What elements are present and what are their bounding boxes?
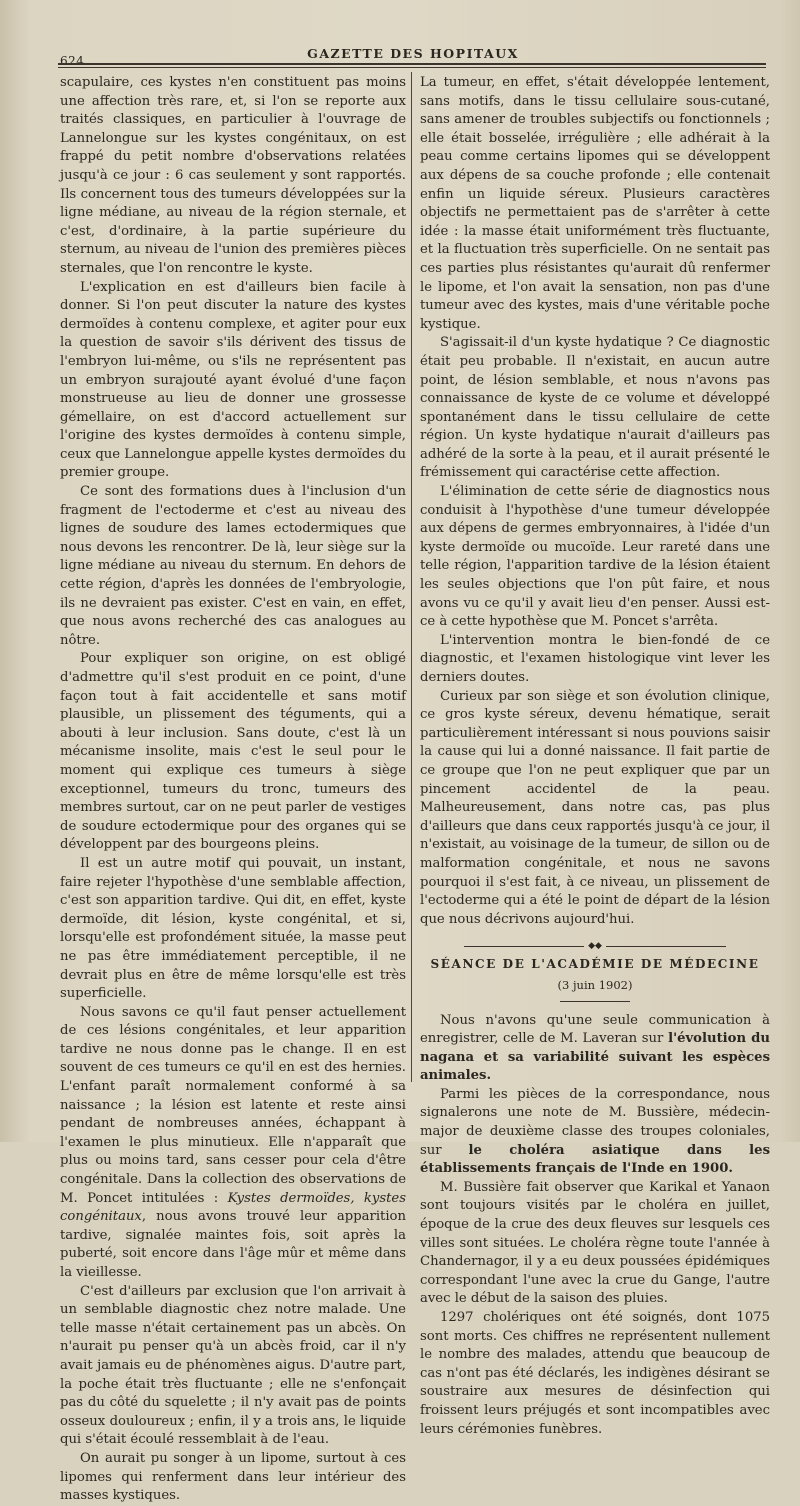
paragraph: scapulaire, ces kystes n'en constituent pas moins une affection très rare, et, si l'on se reporte aux traités classiques, en particulier à l'ouvrage de Lannelongue sur les kystes congénitaux, on est frappé du petit nombre d'observations relatées jusqu'à ce jour : 6 cas seulement y sont rapportés. Ils concernent tous des tumeurs développées sur la ligne médiane, au niveau de la région sternale, et c'est, d'ordinaire, à la partie supérieure du sternum, au niveau de l'union des premières pièces sternales, que l'on rencontre le kyste. [60, 75, 406, 276]
paragraph: La tumeur, en effet, s'était développée lentement, sans motifs, dans le tissu cellulaire sous-cutané, sans amener de troubles subjectifs ou fonctionnels ; elle était bosselée, irrégulière ; elle adhérait à la peau comme certains lipomes qui se développent aux dépens de sa couche profonde ; elle contenait enfin un liquide séreux. Plusieurs caractères objectifs ne permettaient pas de s'arrêter à cette idée : la masse était uniformément très fluctuante, et la fluctuation très superficielle. On ne sentait pas ces parties plus résistantes qu'aurait dû renfermer le lipome, et l'on avait la sensation, non pas d'une tumeur avec des kystes, mais d'une véritable poche kystique. [420, 75, 770, 332]
paragraph: L'intervention montra le bien-fondé de ce diagnostic, et l'examen histologique vint lever les derniers doutes. [420, 632, 770, 685]
paragraph-text: Parmi les pièces de la correspondance, nous signalerons une note de M. Bussière, médecin-major de deuxième classe des troupes coloniales, sur [420, 1086, 770, 1158]
short-rule [560, 1001, 630, 1002]
paragraph: On aurait pu songer à un lipome, surtout à ces lipomes qui renferment dans leur intérieur des masses kystiques. [60, 1450, 406, 1504]
paragraph: S'agissait-il d'un kyste hydatique ? Ce diagnostic était peu probable. Il n'existait, en aucun autre point, de lésion semblable, et nous n'avons pas connaissance de kyste de ce volume et développé spontanément dans le tissu cellulaire de cette région. Un kyste hydatique n'aurait d'ailleurs pas adhéré de la sorte à la peau, et il aurait présenté le frémissement qui caractérise cette affection. [420, 335, 770, 481]
paragraph: Il est un autre motif qui pouvait, un instant, faire rejeter l'hypothèse d'une semblable affection, c'est son apparition tardive. Qui dit, en effet, kyste dermoïde, dit lésion, kyste congénital, et si, lorsqu'elle est profondément située, la masse peut ne pas être immédiatement perceptible, il ne devrait plus en être de même lorsqu'elle est très superficielle. [60, 855, 406, 1002]
paragraph-text: , nous avons trouvé leur apparition tardive, signalée maintes fois, soit après la puberté, soit encore dans l'âge mûr et même dans la vieillesse. [60, 1209, 406, 1280]
journal-title: GAZETTE DES HOPITAUX [307, 46, 519, 61]
ornament-line [606, 946, 726, 947]
paragraph [420, 1086, 770, 1179]
paragraph: 1297 cholériques ont été soignés, dont 1075 sont morts. Ces chiffres ne représentent nullement le nombre des malades, attendu que beaucoup de cas n'ont pas été déclarés, les indigènes désirant se soustraire aux mesures de désinfection qui froissent leurs préjugés et sont incompatibles avec leurs cérémonies funèbres. [420, 1310, 770, 1437]
page-number: 624 [60, 54, 85, 68]
section-title: SÉANCE DE L'ACADÉMIE DE MÉDECINE [430, 957, 760, 972]
paragraph [420, 1012, 770, 1086]
paragraph: Ce sont des formations dues à l'inclusion d'un fragment de l'ectoderme et c'est au niveau des lignes de soudure des lames ectodermiques que nous devons les rencontrer. De là, leur siège sur la ligne médiane au niveau du sternum. En dehors de cette région, d'après les données de l'embryologie, ils ne devraient pas exister. C'est en vain, en effet, que nous avons recherché des cas analogues au nôtre. [60, 484, 406, 648]
section-date: (3 juin 1902) [557, 977, 633, 992]
column-divider [411, 72, 412, 1082]
paragraph [60, 1004, 406, 1283]
paragraph-text: Nous savons ce qu'il faut penser actuellement de ces lésions congénitales, et leur apparition tardive ne nous donne pas le change. Il en est souvent de ces tumeurs ce qu'il en est des hernies. L'enfant paraît normalement conformé à sa naissance ; la lésion est latente et reste ainsi pendant de nombreuses années, échappant à l'examen le plus minutieux. Elle n'apparaît que plus ou moins tard, sans cesser pour cela d'être congénitale. Dans la collection des observations de M. Poncet intitulées : [60, 1004, 406, 1206]
paragraph-text: Nous n'avons qu'une seule communication à enregistrer, celle de M. Laveran sur [420, 1012, 770, 1047]
left-column [60, 74, 406, 1506]
ornament-line [464, 946, 584, 947]
ornament-dot: ◆◆ [588, 941, 602, 952]
paragraph: M. Bussière fait observer que Karikal et Yanaon sont toujours visités par le choléra en juillet, époque de la crue des deux fleuves sur lesquels ces villes sont situées. Le choléra règne toute l'année à Chandernagor, il y a eu deux poussées épidémiques correspondant l'une avec la crue du Gange, l'autre avec le début de la saison des pluies. [420, 1179, 770, 1307]
paragraph: Pour expliquer son origine, on est obligé d'admettre qu'il s'est produit en ce point, d'une façon tout à fait accidentelle et sans motif plausible, un plissement des téguments, qui a abouti à leur inclusion. Sans doute, c'est là un mécanisme insolite, mais c'est le seul pour le moment qui explique ces tumeurs à siège exceptionnel, tumeurs du tronc, tumeurs des membres surtout, car on ne peut parler de vestiges de soudure ectodermique pour des organes qui se développent par des bourgeons pleins. [60, 651, 406, 853]
italic-title: Kystes dermoïdes, kystes congénitaux [60, 1190, 406, 1225]
header-rule [58, 63, 766, 65]
header-rule-thin [58, 67, 766, 68]
paragraph: L'élimination de cette série de diagnostics nous conduisit à l'hypothèse d'une tumeur développée aux dépens de germes embryonnaires, à l'idée d'un kyste dermoïde ou mucoïde. Leur rareté dans une telle région, l'apparition tardive de la lésion étaient les seules objections que l'on pût faire, et nous avons vu ce qu'il y avait lieu d'en penser. Aussi est-ce à cette hypothèse que M. Poncet s'arrêta. [420, 484, 770, 630]
paragraph: Curieux par son siège et son évolution clinique, ce gros kyste séreux, devenu hématique, serait particulièrement intéressant si nous pouvions saisir la cause qui lui a donné naissance. Il fait partie de ce groupe que l'on ne peut expliquer que par un pincement accidentel de la peau. Malheureusement, dans notre cas, pas plus d'ailleurs que dans ceux rapportés jusqu'à ce jour, il n'existait, au voisinage de la tumeur, de sillon ou de malformation congénitale, et nous ne savons pourquoi il s'est fait, à ce niveau, un plissement de l'ectoderme qui a été le point de départ de la lésion que nous décrivons aujourd'hui. [420, 688, 770, 927]
paragraph: C'est d'ailleurs par exclusion que l'on arrivait à un semblable diagnostic chez notre malade. Une telle masse n'était certainement pas un abcès. On n'aurait pu penser qu'à un abcès froid, car il n'y avait jamais eu de phénomènes aigus. D'autre part, la poche était très fluctuante ; elle ne s'enfonçait pas du côté du squelette ; il n'y avait pas de points osseux douloureux ; enfin, il y a trois ans, le liquide qui s'était écoulé ressemblait à de l'eau. [60, 1283, 406, 1448]
section-ornament [420, 937, 770, 952]
bold-subject: l'évolution du nagana et sa variabilité suivant les espèces animales. [420, 1031, 770, 1084]
bold-subject: le choléra asiatique dans les établissements français de l'Inde en 1900. [420, 1142, 771, 1177]
paragraph: L'explication en est d'ailleurs bien facile à donner. Si l'on peut discuter la nature des kystes dermoïdes à contenu complexe, et agiter pour eux la question de savoir s'ils dérivent des tissus de l'embryon lui-même, ou s'ils ne représentent pas un embryon surajouté ayant évolué d'une façon monstrueuse au lieu de donner une grossesse gémellaire, on est d'accord actuellement sur l'origine des kystes dermoïdes à contenu simple, ceux que Lannelongue appelle kystes dermoïdes du premier groupe. [60, 279, 406, 481]
right-column [420, 74, 770, 1439]
